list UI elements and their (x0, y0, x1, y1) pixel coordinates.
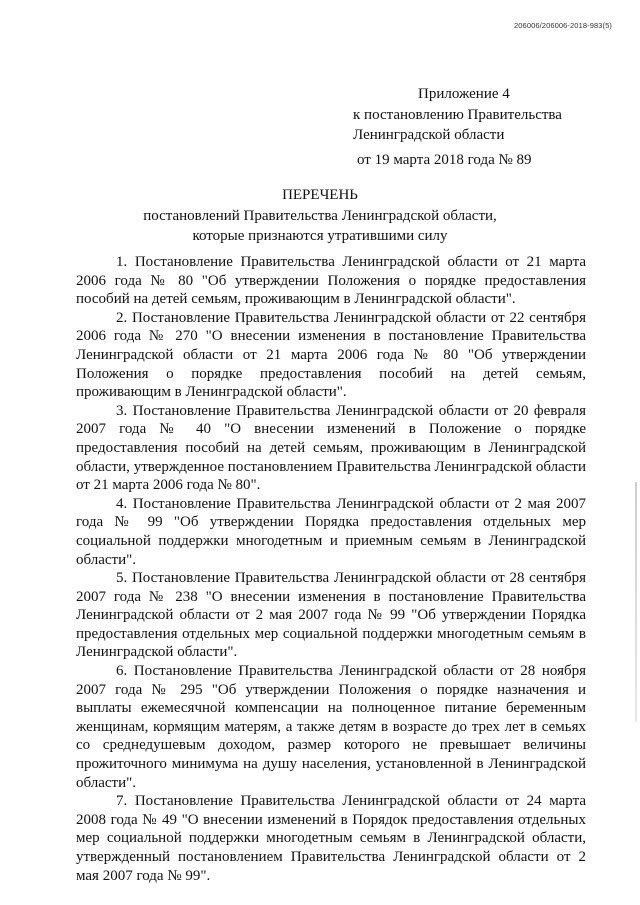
list-item: 7. Постановление Правительства Ленинградской области от 24 марта 2008 года № 49 "О внесении изменений в Порядок предоставления отдельных мер социальной поддержки многодетным семьям в Ленинградской области, утвержденный постановлением Правительства Ленинградской области от 2 мая 2007 года № 99". (76, 793, 586, 884)
list-subtitle-line1: постановлений Правительства Ленинградской области, (143, 208, 497, 224)
repealed-resolutions-list (76, 253, 586, 885)
scan-edge-shadow (635, 482, 637, 722)
list-title (0, 185, 640, 246)
list-subtitle-line2: которые признаются утратившими силу (192, 228, 448, 244)
list-heading: ПЕРЕЧЕНЬ (282, 187, 358, 203)
list-item: 3. Постановление Правительства Ленинградской области от 20 февраля 2007 года № 40 "О внесении изменений в Положение о порядке предоставления пособий на детей семьям, проживающим в Ленинградской области, утвержденное постановлением Правительства Ленинградской области от 21 марта 2006 года № 80". (76, 402, 586, 494)
appendix-number: Приложение 4 (418, 86, 510, 102)
list-item: 4. Постановление Правительства Ленинградской области от 2 мая 2007 года № 99 "Об утверждении Порядка предоставления отдельных мер социальной поддержки многодетным и приемным семьям в Ленинградской области". (76, 495, 586, 568)
appendix-header (353, 84, 562, 170)
list-item: 5. Постановление Правительства Ленинградской области от 28 сентября 2007 года № 238 "О внесении изменения в постановление Правительства Ленинградской области от 2 мая 2007 года № 99 "Об утверждении Порядка предоставления отдельных мер социальной поддержки многодетным семьям в Ленинградской области". (76, 570, 586, 661)
list-item: 2. Постановление Правительства Ленинградской области от 22 сентября 2006 года № 270 "О внесении изменения в постановление Правительства Ленинградской области от 21 марта 2006 года № 80 "Об утверждении Положения о порядке предоставления пособий на детей семьям, проживающим в Ленинградской области". (76, 309, 586, 401)
appendix-date: от 19 марта 2018 года № 89 (357, 151, 532, 168)
list-item: 1. Постановление Правительства Ленинградской области от 21 марта 2006 года № 80 "Об утверждении Положения о порядке предоставления пособий на детей семьям, проживающим в Ленинградской области". (76, 254, 586, 308)
appendix-reference: к постановлению Правительства (353, 106, 562, 123)
document-code: 206006/206006-2018-983(5) (514, 21, 612, 30)
list-item: 6. Постановление Правительства Ленинградской области от 28 ноября 2007 года № 295 "Об утверждении Положения о порядке назначения и выплаты ежемесячной компенсации на полноценное питание беременным женщинам, кормящим матерям, а также детям в возрасте до трех лет в семьях со среднедушевым доходом, размер которого не превышает величины прожиточного минимума на душу населения, установленной в Ленинградской области". (76, 663, 586, 791)
appendix-region: Ленинградской области (353, 127, 505, 143)
